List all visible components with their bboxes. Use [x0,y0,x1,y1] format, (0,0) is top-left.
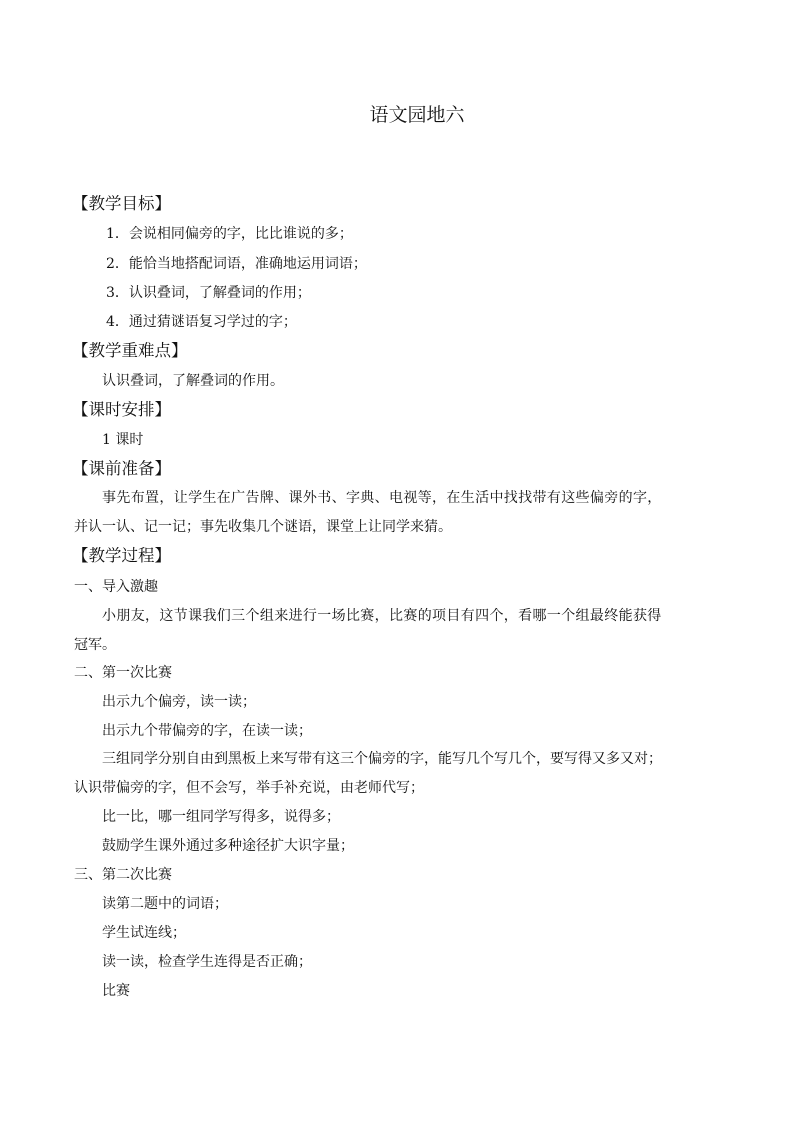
part-title: 三、第二次比赛 [74,867,172,883]
schedule-text: 1 课时 [102,432,144,448]
part-line: 鼓励学生课外通过多种途径扩大识字量； [102,838,354,854]
goal-item: 1．会说相同偏旁的字，比比谁说的多； [106,226,353,242]
part-title: 一、导入激趣 [74,579,158,595]
part-line: 认识带偏旁的字，但不会写，举手补充说，由老师代写； [74,780,424,796]
process-heading: 【教学过程】 [72,546,171,565]
goal-item: 3．认识叠词，了解叠词的作用； [106,285,311,301]
key-points-text: 认识叠词，了解叠词的作用。 [102,373,284,389]
part-line: 比一比，哪一组同学写得多，说得多； [102,809,340,825]
part-line: 学生试连线； [102,925,186,941]
part-line: 出示九个偏旁，读一读； [102,694,256,710]
part-title: 二、第一次比赛 [74,665,172,681]
schedule-heading: 【课时安排】 [72,400,171,419]
part-line: 读第二题中的词语； [102,896,228,912]
document-title: 语文园地六 [369,104,465,126]
preparation-line: 事先布置，让学生在广告牌、课外书、字典、电视等，在生活中找找带有这些偏旁的字， [102,490,662,506]
goal-item: 4．通过猜谜语复习学过的字； [106,314,297,330]
part-line: 比赛 [102,983,130,999]
goal-item: 2．能恰当地搭配词语，准确地运用词语； [106,256,367,272]
part-line: 冠军。 [74,637,116,653]
goals-heading: 【教学目标】 [72,194,171,213]
key-points-heading: 【教学重难点】 [72,341,188,360]
part-line: 三组同学分别自由到黑板上来写带有这三个偏旁的字，能写几个写几个，要写得又多又对； [102,751,662,767]
part-line: 小朋友，这节课我们三个组来进行一场比赛，比赛的项目有四个，看哪一个组最终能获得 [102,608,662,624]
part-line: 读一读，检查学生连得是否正确； [102,954,312,970]
part-line: 出示九个带偏旁的字，在读一读； [102,723,312,739]
preparation-line: 并认一认、记一记；事先收集几个谜语，课堂上让同学来猜。 [74,519,452,535]
preparation-heading: 【课前准备】 [72,459,171,478]
